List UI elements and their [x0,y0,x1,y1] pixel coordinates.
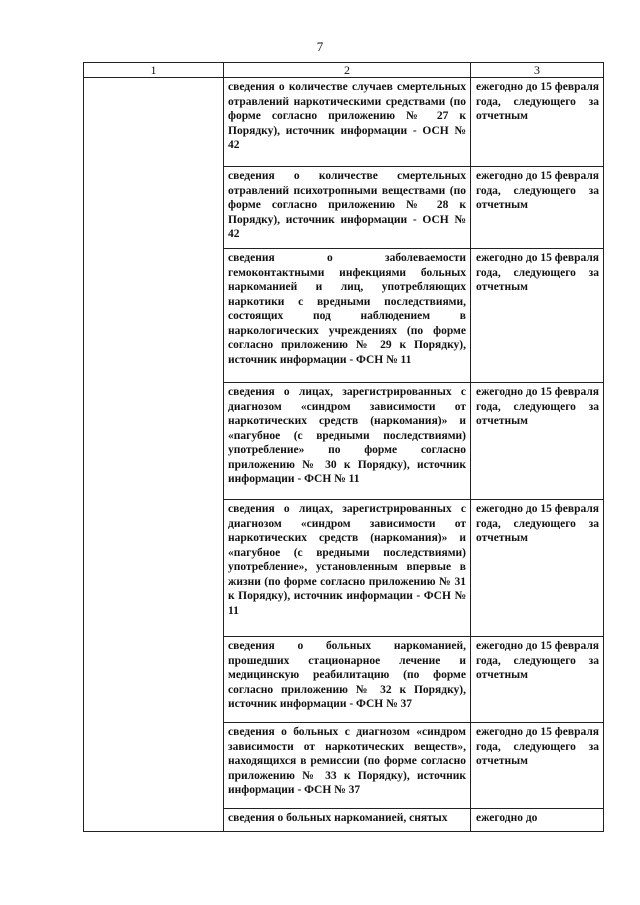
row-deadline: ежегодно до 15 февраля года, следующего за отчетным [471,637,604,723]
report-table [83,62,604,832]
page-number: 7 [316,39,324,54]
row-deadline: ежегодно до 15 февраля года, следующего за отчетным [471,500,604,637]
row-description: сведения о заболеваемости гемоконтактными инфекциями больных наркоманией и лиц, употребляющих наркотики с вредными последствиями, состоящих под наблюдением в наркологических учреждениях (по форме согласно приложению № 29 к Порядку), источник информации - ФСН № 11 [224,249,471,383]
row-description: сведения о количестве случаев смертельных отравлений наркотическими средствами (по форме согласно приложению № 27 к Порядку), источник информации - ОСН № 42 [224,78,471,167]
row-description: сведения о больных с диагнозом «синдром зависимости от наркотических веществ», находящихся в ремиссии (по форме согласно приложению № 33 к Порядку), источник информации - ФСН № 37 [224,723,471,809]
header-col-2: 2 [224,63,471,78]
table-row [84,78,604,167]
row-description: сведения о больных наркоманией, снятых [224,809,471,832]
empty-first-column-cell [84,78,224,832]
row-deadline: ежегодно до 15 февраля года, следующего за отчетным [471,383,604,500]
row-description: сведения о лицах, зарегистрированных с диагнозом «синдром зависимости от наркотических средств (наркомания)» и «пагубное (с вредными последствиями) употребление», установленным впервые в жизни (по форме согласно приложению № 31 к Порядку), источник информации - ФСН № 11 [224,500,471,637]
row-description: сведения о больных наркоманией, прошедших стационарное лечение и медицинскую реабилитацию (по форме согласно приложению № 32 к Порядку), источник информации - ФСН № 37 [224,637,471,723]
header-col-1: 1 [84,63,224,78]
header-col-3: 3 [471,63,604,78]
row-deadline: ежегодно до 15 февраля года, следующего за отчетным [471,723,604,809]
row-deadline: ежегодно до 15 февраля года, следующего за отчетным [471,167,604,249]
row-deadline: ежегодно до 15 февраля года, следующего за отчетным [471,249,604,383]
row-deadline: ежегодно до [471,809,604,832]
row-description: сведения о количестве смертельных отравлений психотропными веществами (по форме согласно приложению № 28 к Порядку), источник информации - ОСН № 42 [224,167,471,249]
row-deadline: ежегодно до 15 февраля года, следующего за отчетным [471,78,604,167]
header-row [84,63,604,78]
row-description: сведения о лицах, зарегистрированных с диагнозом «синдром зависимости от наркотических средств (наркомания)» и «пагубное (с вредными последствиями) употребление» по форме согласно приложению № 30 к Порядку), источник информации - ФСН № 11 [224,383,471,500]
